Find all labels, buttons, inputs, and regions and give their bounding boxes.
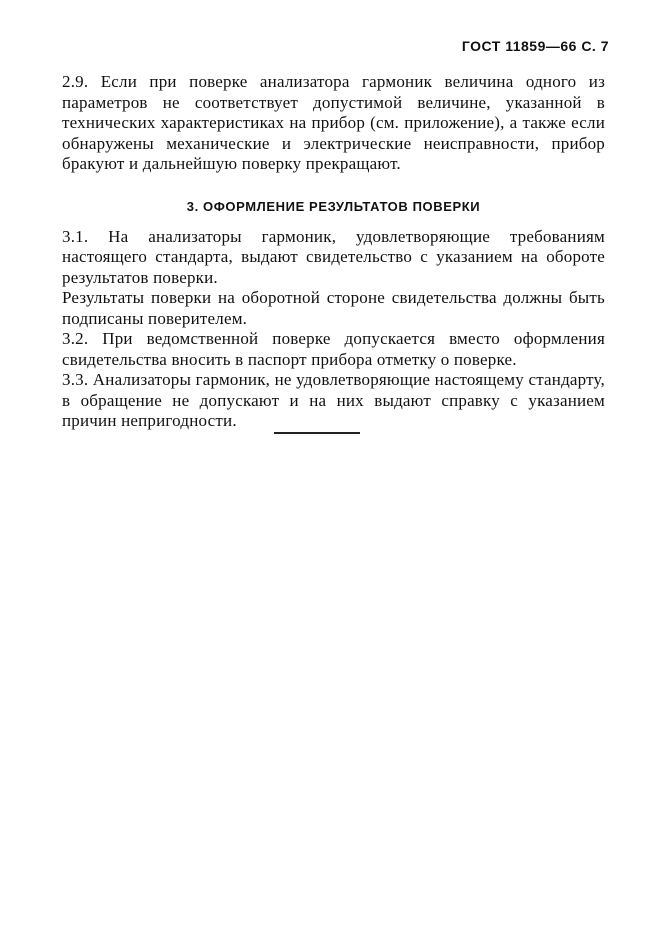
paragraph-3-1-results: Результаты поверки на оборотной стороне свидетельства должны быть подписаны поверителем. (62, 288, 605, 328)
section-3-heading: 3. ОФОРМЛЕНИЕ РЕЗУЛЬТАТОВ ПОВЕРКИ (186, 198, 481, 214)
document-body (62, 72, 605, 432)
page-header: ГОСТ 11859—66 С. 7 (461, 38, 609, 54)
paragraph-3-1: 3.1. На анализаторы гармоник, удовлетворяющие требованиям настоящего стандарта, выдают свидетельство с указанием на обороте результатов поверки. (62, 226, 605, 287)
paragraph-3-3: 3.3. Анализаторы гармоник, не удовлетворяющие настоящему стандарту, в обращение не допускают и на них выдают справку с указанием причин непригодности. (62, 370, 605, 430)
paragraph-3-2: 3.2. При ведомственной поверке допускается вместо оформления свидетельства вносить в паспорт прибора отметку о поверке. (62, 329, 605, 369)
end-rule-divider (274, 432, 360, 434)
paragraph-2-9: 2.9. Если при поверке анализатора гармоник величина одного из параметров не соответствует допустимой величине, указанной в технических характеристиках на прибор (см. приложение), а также если обнаружены механические и электрические неисправности, прибор бракуют и дальнейшую поверку прекращают. (62, 72, 605, 173)
